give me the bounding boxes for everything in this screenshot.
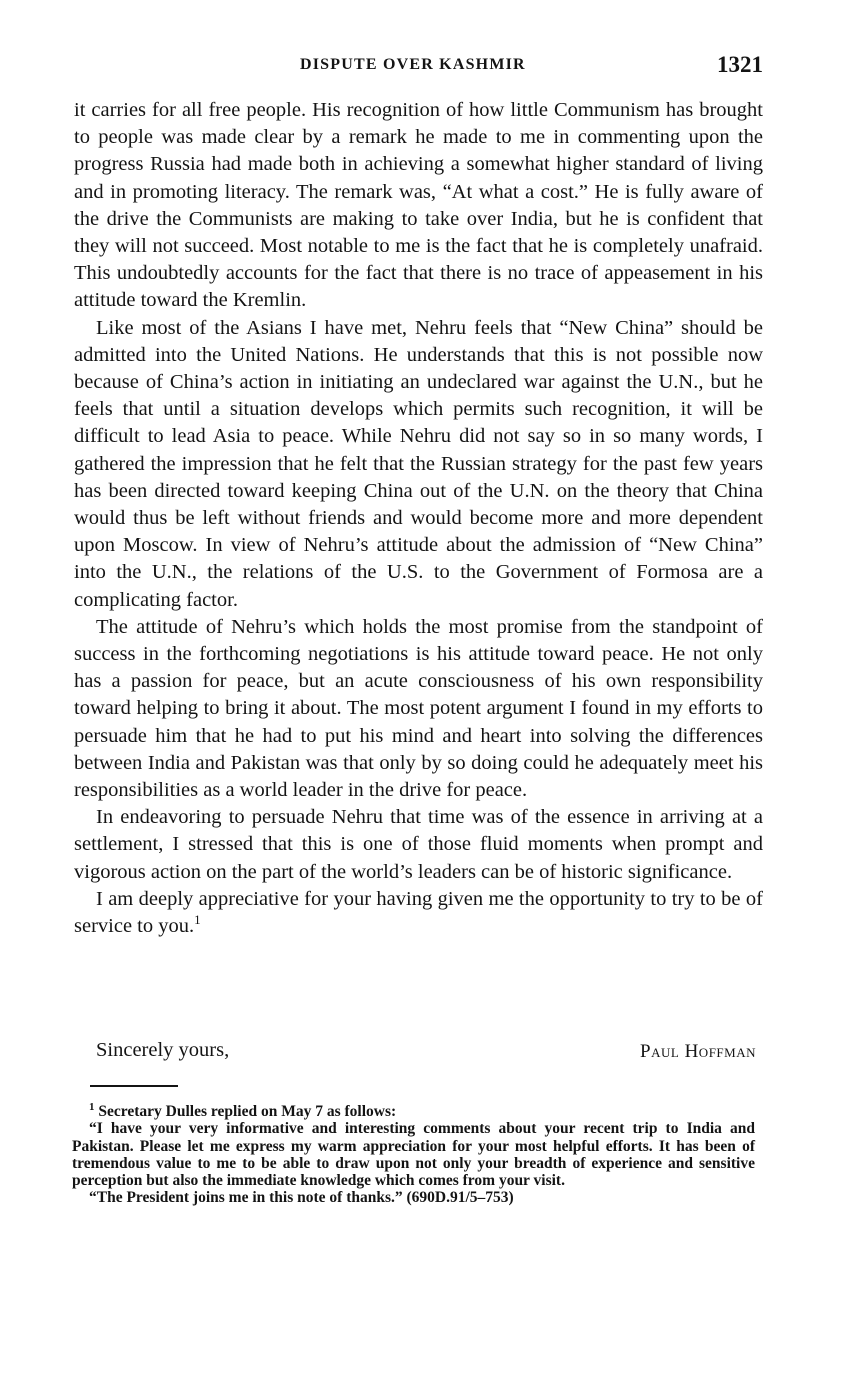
paragraph-4: In endeavoring to persuade Nehru that time was of the essence in arriving at a settlement, I stressed that this is one of those fluid moments when prompt and vigorous action on the part of the world’s leaders can be of historic significance. bbox=[74, 806, 763, 883]
letter-closing bbox=[74, 1039, 756, 1069]
page-number: 1321 bbox=[717, 52, 763, 77]
paragraph-5 bbox=[74, 886, 763, 940]
paragraph-1: it carries for all free people. His recognition of how little Communism has brought to people was made clear by a remark he made to me in commenting upon the progress Russia had made both in achieving a somewhat higher standard of living and in promoting literacy. The remark was, “At what a cost.” He is fully aware of the drive the Communists are making to take over India, but he is confident that they will not succeed. Most notable to me is the fact that he is completely unafraid. This undoubtedly accounts for the fact that there is no trace of appeasement in his attitude toward the Kremlin. bbox=[74, 99, 763, 312]
letter-body bbox=[74, 97, 763, 940]
footnote-divider bbox=[90, 1085, 178, 1087]
salutation: Sincerely yours, bbox=[96, 1039, 230, 1061]
footnote-reference: 1 bbox=[194, 912, 201, 928]
footnote-intro bbox=[72, 1100, 755, 1120]
footnotes bbox=[72, 1100, 755, 1207]
footnote-quote-1: “I have your very informative and interesting comments about your recent trip to India and Pakistan. Please let me express my warm appreciation for your most helpful efforts. It has been of tremendous value to me to be able to draw upon not only your breadth of experience and sensitive perception but also the immediate knowledge which comes from your visit. bbox=[72, 1120, 755, 1190]
paragraph-2: Like most of the Asians I have met, Nehru feels that “New China” should be admitted into the United Nations. He understands that this is not possible now because of China’s action in initiating an undeclared war against the U.N., but he feels that until a situation develops which permits such recognition, it will be difficult to lead Asia to peace. While Nehru did not say so in so many words, I gathered the impression that he felt that the Russian strategy for the past few years has been directed toward keeping China out of the U.N. on the theory that China would thus be left without friends and would become more and more dependent upon Moscow. In view of Nehru’s attitude about the admission of “New China” into the U.N., the relations of the U.S. to the Government of Formosa are a complicating factor. bbox=[74, 316, 763, 611]
paragraph-5-text: I am deeply appreciative for your having given me the opportunity to try to be of service to you. bbox=[74, 887, 763, 938]
running-title: DISPUTE OVER KASHMIR bbox=[300, 56, 526, 73]
footnote-quote-2: “The President joins me in this note of thanks.” (690D.91/5–753) bbox=[89, 1189, 514, 1207]
paragraph-3: The attitude of Nehru’s which holds the most promise from the standpoint of success in the forthcoming negotiations is his attitude toward peace. He not only has a passion for peace, but an acute consciousness of his own responsibility toward helping to bring it about. The most potent argument I found in my efforts to persuade him that he had to put his mind and heart into solving the differences between India and Pakistan was that only by so doing could he adequately meet his responsibilities as a world leader in the drive for peace. bbox=[74, 615, 763, 802]
signature: Paul Hoffman bbox=[640, 1041, 756, 1062]
footnote-intro-text: Secretary Dulles replied on May 7 as follows: bbox=[98, 1103, 397, 1120]
footnote-marker: 1 bbox=[89, 1100, 95, 1113]
running-head bbox=[74, 52, 763, 82]
